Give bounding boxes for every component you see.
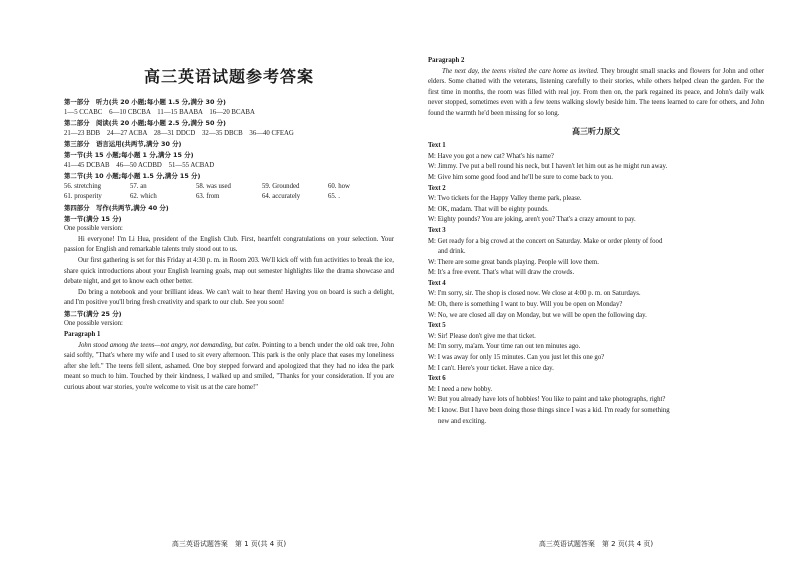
paragraph-opening: John stood among the teens—not angry, not demanding, but calm. xyxy=(78,341,261,349)
dialogue-line: M: I need a new hobby. xyxy=(428,385,493,393)
blank-answer: 65. . xyxy=(328,193,340,201)
section-heading: 第三部分 语言运用(共两节,满分 30 分) xyxy=(64,140,182,149)
answer-line: 1—5 CCABC 6—10 CBCBA 11—15 BAABA 16—20 BCABA xyxy=(64,108,255,116)
dialogue-line: M: I know. But I have been doing those things since I was a kid. I'm ready for something xyxy=(428,407,670,414)
dialogue-line: W: No, we are closed all day on Monday, but we will be open the following day. xyxy=(428,311,647,319)
left-page xyxy=(64,0,394,566)
version-label: One possible version: xyxy=(64,320,123,328)
blank-answer: 59. Grounded xyxy=(262,182,300,190)
continuation-paragraph-1 xyxy=(64,341,394,394)
blank-answer: 58. was used xyxy=(196,182,231,190)
section-heading: 第四部分 写作(共两节,满分 40 分) xyxy=(64,203,169,212)
blank-answer: 62. which xyxy=(130,193,157,201)
section-heading: 第一节(满分 15 分) xyxy=(64,214,122,223)
dialogue-line: W: I'm sorry, sir. The shop is closed now. We close at 4:00 p. m. on Saturdays. xyxy=(428,290,641,298)
text-label: Text 1 xyxy=(428,142,446,150)
dialogue-line: W: Two tickets for the Happy Valley theme park, please. xyxy=(428,195,582,203)
text-label: Text 6 xyxy=(428,375,446,383)
dialogue-line: W: Sir! Please don't give me that ticket. xyxy=(428,332,536,340)
dialogue-line: W: But you already have lots of hobbies! You like to paint and take photographs, right? xyxy=(428,396,666,404)
dialogue-line: M: It's a free event. That's what will draw the crowds. xyxy=(428,269,575,277)
dialogue-line: W: I was away for only 15 minutes. Can you just let this one go? xyxy=(428,354,605,362)
dialogue-line: M: I'm sorry, ma'am. Your time ran out ten minutes ago. xyxy=(428,343,581,351)
paragraph-opening: The next day, the teens visited the care home as invited. xyxy=(442,67,599,75)
blank-answer: 60. how xyxy=(328,182,350,190)
answer-line: 21—23 BDB 24—27 ACBA 28—31 DDCD 32—35 DBCB 36—40 CFEAG xyxy=(64,129,294,137)
paragraph-heading: Paragraph 1 xyxy=(64,331,101,339)
text-label: Text 3 xyxy=(428,226,446,234)
right-content xyxy=(428,56,764,427)
dialogue-line: W: Eighty pounds? You are joking, aren't you? That's a crazy amount to pay. xyxy=(428,216,636,224)
section-heading: 第一节(共 15 小题;每小题 1 分,满分 15 分) xyxy=(64,150,194,159)
page-footer: 高三英语试题答案 第 1 页(共 4 页) xyxy=(171,540,287,548)
section-heading: 第二节(满分 25 分) xyxy=(64,309,122,318)
blank-answer: 57. an xyxy=(130,182,147,190)
right-page xyxy=(428,0,764,566)
answer-key xyxy=(64,97,394,394)
dialogue-line: M: Oh, there is something I want to buy. Will you be open on Monday? xyxy=(428,301,623,309)
listening-script xyxy=(428,141,764,427)
listening-script-title: 高三听力原文 xyxy=(572,126,620,136)
paragraph-body: They brought small snacks and flowers for John and other elders. Some chatted with the veterans, listening carefully to their stories, while others helped clean the garden. For the first time in months, the room was filled with real joy. From then on, the park regained its peace, and John's daily walk never stopped, sometimes even with a few teens walking slowly beside him. The teens learned to care for others, and John found the warmth he'd been missing for so long. xyxy=(428,67,764,117)
dialogue-line: W: Jimmy. I've put a bell round his neck, but I haven't let him out as he might run away. xyxy=(428,163,668,171)
dialogue-line: new and exciting. xyxy=(438,417,487,425)
section-heading: 第一部分 听力(共 20 小题;每小题 1.5 分,满分 30 分) xyxy=(64,98,226,106)
fill-blank-row xyxy=(64,192,394,203)
paragraph-body: Pointing to a bench under the old oak tree, John said softly, "That's where my wife and I used to sit every afternoon. This park is the only place that eases my loneliness after she left." The teens fell silent, ashamed. One boy stepped forward and apologized that they had no idea the park meant so much to him. Touched by their kindness, I walked up and smiled, "Thanks for your consideration. If you are curious about war stories, you're welcome to visit us at the care home!" xyxy=(64,341,394,392)
blank-answer: 64. accurately xyxy=(262,193,301,201)
letter-paragraph: Hi everyone! I'm Li Hua, president of the English Club. First, heartfelt congratulations on your selection. Your passion for English and remarkable talents truly stood out to us. xyxy=(64,235,394,254)
answer-line: 41—45 DCBAB 46—50 ACDBD 51—55 ACBAD xyxy=(64,161,215,169)
text-label: Text 4 xyxy=(428,279,446,287)
dialogue-line: and drink. xyxy=(438,248,466,256)
text-label: Text 5 xyxy=(428,322,446,330)
dialogue-line: M: Give him some good food and he'll be sure to come back to you. xyxy=(428,173,613,181)
letter-paragraph: Our first gathering is set for this Friday at 4:30 p. m. in Room 203. We'll kick off with fun activities to break the ice, share quick introductions about your English learning goals, map out semester highlights like the drama showcase and debate night, and get to know each other better. xyxy=(64,256,394,286)
continuation-paragraph-2 xyxy=(428,67,764,120)
blank-answer: 56. stretching xyxy=(64,182,101,190)
dialogue-line: M: Have you got a new cat? What's his name? xyxy=(428,152,554,160)
page-footer: 高三英语试题答案 第 2 页(共 4 页) xyxy=(538,540,654,548)
dialogue-line: W: There are some great bands playing. People will love them. xyxy=(428,258,600,266)
dialogue-line: M: Get ready for a big crowd at the concert on Saturday. Make or order plenty of food xyxy=(428,237,663,245)
blank-answer: 61. prosperity xyxy=(64,193,102,201)
text-label: Text 2 xyxy=(428,184,446,192)
section-heading: 第二节(共 10 小题;每小题 1.5 分,满分 15 分) xyxy=(64,172,201,181)
paragraph-heading: Paragraph 2 xyxy=(428,57,465,64)
dialogue-line: M: I can't. Here's your ticket. Have a nice day. xyxy=(428,364,554,372)
letter-paragraph: Do bring a notebook and your brilliant ideas. We can't wait to hear them! Having you on board is such a delight, and I'm positive you'll bring fresh creativity and spark to our club. See you soon! xyxy=(64,288,394,307)
dialogue-line: M: OK, madam. That will be eighty pounds. xyxy=(428,205,549,213)
section-heading: 第二部分 阅读(共 20 小题;每小题 2.5 分,满分 50 分) xyxy=(64,119,226,128)
blank-answer: 63. from xyxy=(196,193,220,201)
document-title: 高三英语试题参考答案 xyxy=(143,67,314,86)
version-label: One possible version: xyxy=(64,225,123,233)
fill-blank-row xyxy=(64,182,394,193)
